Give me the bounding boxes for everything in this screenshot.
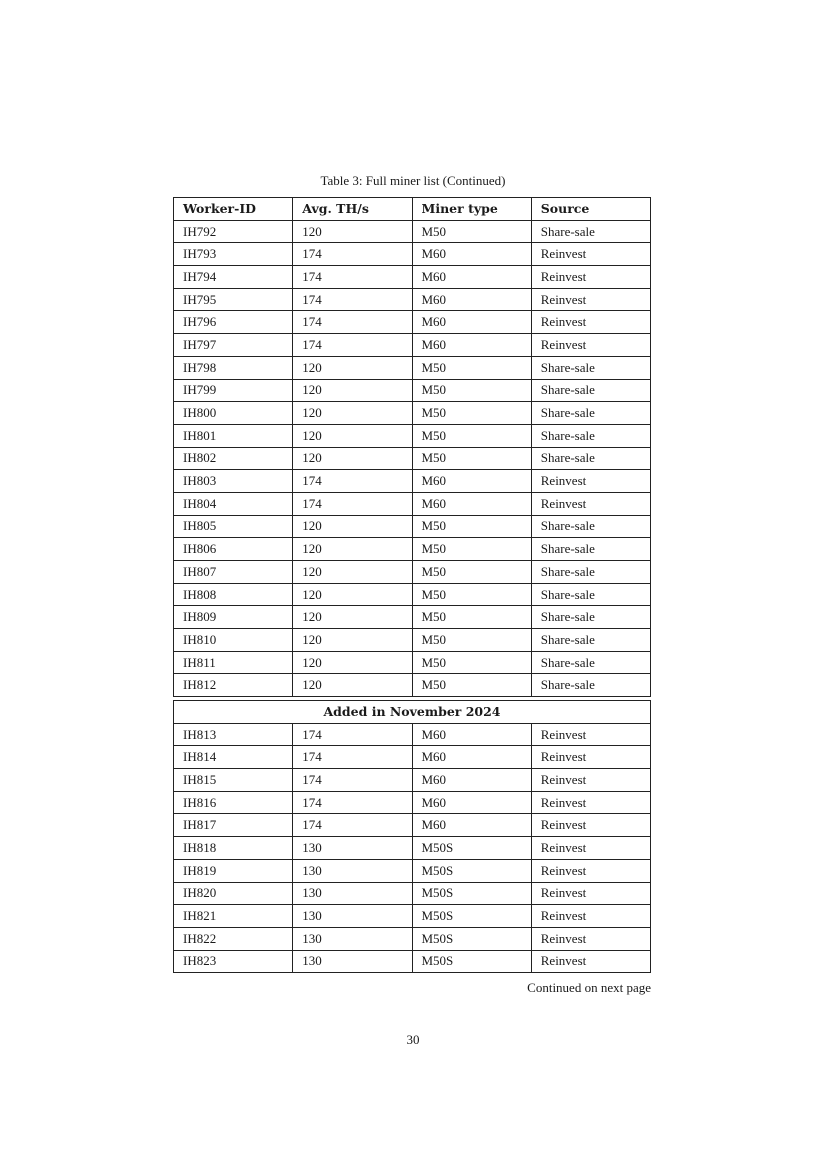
cell-avg-ths: 120: [293, 402, 412, 425]
table-row: [174, 470, 651, 493]
cell-worker-id: IH818: [174, 837, 293, 860]
cell-source: Reinvest: [531, 266, 650, 289]
cell-worker-id: IH804: [174, 492, 293, 515]
cell-worker-id: IH801: [174, 424, 293, 447]
cell-source: Share-sale: [531, 561, 650, 584]
cell-source: Share-sale: [531, 538, 650, 561]
table-row: [174, 606, 651, 629]
cell-worker-id: IH798: [174, 356, 293, 379]
cell-source: Reinvest: [531, 791, 650, 814]
cell-worker-id: IH808: [174, 583, 293, 606]
cell-source: Reinvest: [531, 927, 650, 950]
table-row: [174, 583, 651, 606]
cell-avg-ths: 174: [293, 723, 412, 746]
cell-worker-id: IH793: [174, 243, 293, 266]
cell-miner-type: M50: [412, 674, 531, 697]
table-row: [174, 402, 651, 425]
section-title: Added in November 2024: [174, 701, 651, 724]
cell-source: Reinvest: [531, 859, 650, 882]
cell-worker-id: IH823: [174, 950, 293, 973]
cell-miner-type: M50: [412, 606, 531, 629]
cell-source: Share-sale: [531, 379, 650, 402]
cell-source: Share-sale: [531, 629, 650, 652]
table-row: [174, 334, 651, 357]
table-row: [174, 311, 651, 334]
table-row: [174, 243, 651, 266]
cell-worker-id: IH806: [174, 538, 293, 561]
cell-source: Reinvest: [531, 746, 650, 769]
cell-avg-ths: 120: [293, 561, 412, 584]
cell-miner-type: M60: [412, 723, 531, 746]
cell-source: Reinvest: [531, 470, 650, 493]
cell-avg-ths: 120: [293, 447, 412, 470]
cell-worker-id: IH795: [174, 288, 293, 311]
table-row: [174, 837, 651, 860]
cell-avg-ths: 130: [293, 859, 412, 882]
cell-miner-type: M50: [412, 561, 531, 584]
cell-miner-type: M50S: [412, 927, 531, 950]
table-row: [174, 515, 651, 538]
table-row: [174, 538, 651, 561]
cell-worker-id: IH805: [174, 515, 293, 538]
table-row: [174, 791, 651, 814]
cell-source: Reinvest: [531, 492, 650, 515]
header-source: Source: [531, 198, 650, 221]
cell-miner-type: M50: [412, 629, 531, 652]
cell-miner-type: M50: [412, 515, 531, 538]
table-row: [174, 674, 651, 697]
cell-avg-ths: 120: [293, 220, 412, 243]
cell-avg-ths: 174: [293, 470, 412, 493]
cell-avg-ths: 174: [293, 746, 412, 769]
cell-miner-type: M50: [412, 651, 531, 674]
cell-worker-id: IH822: [174, 927, 293, 950]
cell-source: Share-sale: [531, 583, 650, 606]
cell-miner-type: M50: [412, 379, 531, 402]
cell-avg-ths: 120: [293, 583, 412, 606]
cell-miner-type: M50: [412, 583, 531, 606]
cell-worker-id: IH810: [174, 629, 293, 652]
cell-worker-id: IH820: [174, 882, 293, 905]
cell-worker-id: IH815: [174, 769, 293, 792]
cell-miner-type: M50: [412, 402, 531, 425]
cell-source: Reinvest: [531, 837, 650, 860]
cell-avg-ths: 120: [293, 515, 412, 538]
cell-avg-ths: 174: [293, 243, 412, 266]
cell-avg-ths: 174: [293, 814, 412, 837]
cell-miner-type: M50: [412, 220, 531, 243]
table-row: [174, 266, 651, 289]
cell-miner-type: M50S: [412, 950, 531, 973]
cell-source: Share-sale: [531, 447, 650, 470]
cell-worker-id: IH799: [174, 379, 293, 402]
cell-avg-ths: 174: [293, 288, 412, 311]
cell-miner-type: M50S: [412, 859, 531, 882]
cell-worker-id: IH803: [174, 470, 293, 493]
cell-miner-type: M50S: [412, 905, 531, 928]
cell-worker-id: IH809: [174, 606, 293, 629]
cell-worker-id: IH807: [174, 561, 293, 584]
table-row: [174, 882, 651, 905]
cell-worker-id: IH816: [174, 791, 293, 814]
miner-table: [173, 197, 651, 697]
cell-avg-ths: 120: [293, 379, 412, 402]
cell-miner-type: M50: [412, 356, 531, 379]
table-row: [174, 356, 651, 379]
cell-source: Share-sale: [531, 515, 650, 538]
cell-source: Share-sale: [531, 356, 650, 379]
table-row: [174, 859, 651, 882]
cell-miner-type: M60: [412, 243, 531, 266]
cell-miner-type: M60: [412, 311, 531, 334]
cell-source: Reinvest: [531, 769, 650, 792]
table-row: [174, 950, 651, 973]
cell-source: Reinvest: [531, 814, 650, 837]
cell-avg-ths: 120: [293, 674, 412, 697]
cell-worker-id: IH797: [174, 334, 293, 357]
table-row: [174, 746, 651, 769]
cell-miner-type: M60: [412, 769, 531, 792]
cell-miner-type: M60: [412, 470, 531, 493]
miner-table-november-2024: [173, 700, 651, 973]
table-row: [174, 447, 651, 470]
cell-source: Reinvest: [531, 723, 650, 746]
header-worker-id: Worker-ID: [174, 198, 293, 221]
cell-source: Reinvest: [531, 950, 650, 973]
page-number: 30: [406, 1032, 420, 1047]
table-row: [174, 424, 651, 447]
cell-miner-type: M60: [412, 791, 531, 814]
cell-avg-ths: 130: [293, 905, 412, 928]
header-avg-ths: Avg. TH/s: [293, 198, 412, 221]
cell-miner-type: M50S: [412, 837, 531, 860]
cell-source: Reinvest: [531, 905, 650, 928]
cell-source: Reinvest: [531, 243, 650, 266]
cell-avg-ths: 174: [293, 791, 412, 814]
cell-worker-id: IH817: [174, 814, 293, 837]
cell-avg-ths: 120: [293, 424, 412, 447]
table-row: [174, 651, 651, 674]
cell-worker-id: IH812: [174, 674, 293, 697]
header-miner-type: Miner type: [412, 198, 531, 221]
cell-source: Reinvest: [531, 882, 650, 905]
cell-source: Share-sale: [531, 402, 650, 425]
cell-avg-ths: 174: [293, 769, 412, 792]
table-row: [174, 927, 651, 950]
cell-source: Share-sale: [531, 606, 650, 629]
table-row: [174, 220, 651, 243]
cell-avg-ths: 130: [293, 882, 412, 905]
cell-avg-ths: 120: [293, 606, 412, 629]
cell-avg-ths: 130: [293, 950, 412, 973]
cell-avg-ths: 174: [293, 311, 412, 334]
cell-worker-id: IH811: [174, 651, 293, 674]
cell-source: Reinvest: [531, 334, 650, 357]
cell-source: Share-sale: [531, 674, 650, 697]
cell-worker-id: IH813: [174, 723, 293, 746]
cell-miner-type: M60: [412, 492, 531, 515]
table-row: [174, 814, 651, 837]
cell-worker-id: IH819: [174, 859, 293, 882]
table-header-row: [174, 198, 651, 221]
table-row: [174, 379, 651, 402]
cell-avg-ths: 130: [293, 837, 412, 860]
cell-avg-ths: 120: [293, 356, 412, 379]
cell-miner-type: M60: [412, 266, 531, 289]
cell-worker-id: IH796: [174, 311, 293, 334]
cell-worker-id: IH794: [174, 266, 293, 289]
cell-source: Share-sale: [531, 220, 650, 243]
cell-worker-id: IH821: [174, 905, 293, 928]
cell-worker-id: IH814: [174, 746, 293, 769]
cell-worker-id: IH800: [174, 402, 293, 425]
section-header-row: [174, 701, 651, 724]
cell-miner-type: M60: [412, 814, 531, 837]
table-row: [174, 769, 651, 792]
cell-source: Share-sale: [531, 424, 650, 447]
cell-avg-ths: 120: [293, 538, 412, 561]
cell-source: Share-sale: [531, 651, 650, 674]
table-row: [174, 629, 651, 652]
cell-avg-ths: 174: [293, 334, 412, 357]
cell-avg-ths: 174: [293, 492, 412, 515]
cell-avg-ths: 120: [293, 651, 412, 674]
cell-miner-type: M60: [412, 288, 531, 311]
table-row: [174, 492, 651, 515]
table-row: [174, 288, 651, 311]
table-row: [174, 905, 651, 928]
cell-miner-type: M60: [412, 334, 531, 357]
cell-source: Reinvest: [531, 288, 650, 311]
cell-miner-type: M60: [412, 746, 531, 769]
cell-miner-type: M50S: [412, 882, 531, 905]
cell-avg-ths: 130: [293, 927, 412, 950]
cell-worker-id: IH792: [174, 220, 293, 243]
table-row: [174, 561, 651, 584]
cell-avg-ths: 174: [293, 266, 412, 289]
table-row: [174, 723, 651, 746]
cell-avg-ths: 120: [293, 629, 412, 652]
cell-miner-type: M50: [412, 447, 531, 470]
cell-source: Reinvest: [531, 311, 650, 334]
cell-miner-type: M50: [412, 424, 531, 447]
table-caption: Table 3: Full miner list (Continued): [320, 173, 506, 188]
continued-note: Continued on next page: [527, 980, 651, 995]
cell-worker-id: IH802: [174, 447, 293, 470]
cell-miner-type: M50: [412, 538, 531, 561]
